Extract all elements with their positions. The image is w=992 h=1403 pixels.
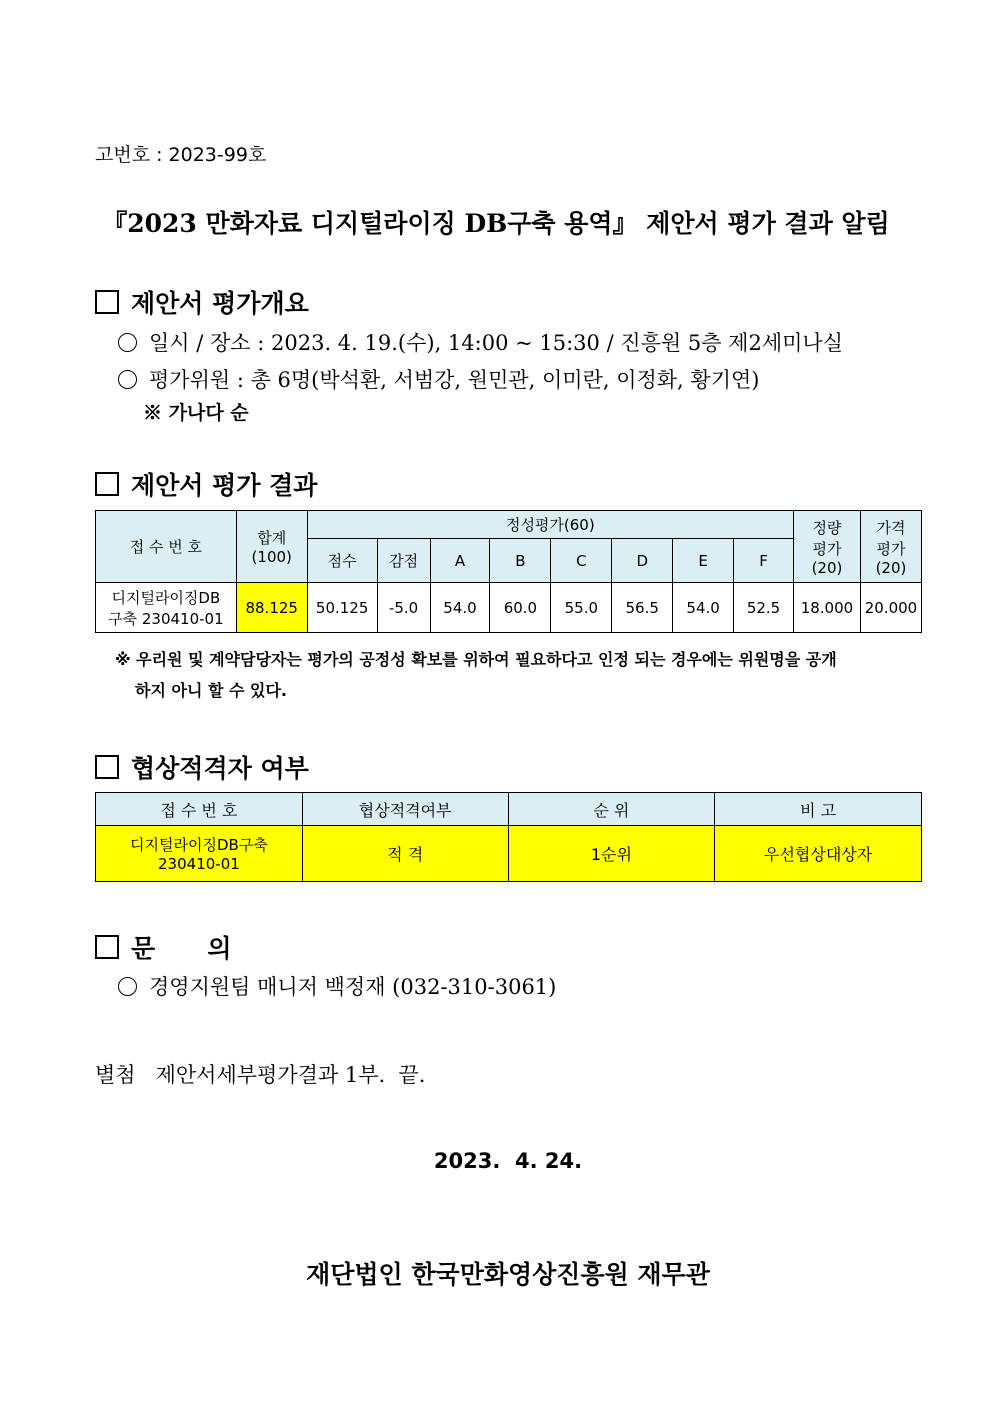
section-inquiry-heading: 문 의: [95, 929, 232, 965]
order-note: ※ 가나다 순: [143, 402, 249, 424]
circle-bullet-icon: [118, 370, 137, 389]
header-price: 가격 평가 (20): [860, 511, 921, 583]
cell-b: 60.0: [490, 583, 551, 633]
checkbox-square-icon: [95, 755, 119, 779]
header-eligibility: 협상적격여부: [302, 793, 508, 826]
header-f: F: [734, 539, 794, 583]
cell-deduction: -5.0: [377, 583, 430, 633]
header-a: A: [430, 539, 490, 583]
section-overview-heading: 제안서 평가개요: [95, 284, 309, 320]
eligibility-table: [95, 792, 922, 882]
cell-receipt: 디지털라이징DB구축 230410-01: [96, 826, 303, 882]
header-receipt: 접 수 번 호: [96, 793, 303, 826]
header-total: 합계 (100): [236, 511, 307, 583]
document-number: 고번호 : 2023-99호: [95, 144, 267, 166]
issuer-name: 재단법인 한국만화영상진흥원 재무관: [306, 1260, 710, 1289]
cell-price: 20.000: [860, 583, 921, 633]
cell-d: 56.5: [612, 583, 673, 633]
disclosure-note-line1: ※ 우리원 및 계약담당자는 평가의 공정성 확보를 위하여 필요하다고 인정 되는 경우에는 위원명을 공개: [115, 650, 837, 669]
schedule-line: 일시 / 장소 : 2023. 4. 19.(수), 14:00 ~ 15:30 / 진흥원 5층 제2세미나실: [118, 327, 843, 357]
cell-receipt: 디지털라이징DB 구축 230410-01: [96, 583, 237, 633]
circle-bullet-icon: [118, 333, 137, 352]
issue-date: 2023. 4. 24.: [433, 1149, 583, 1173]
contact-line: 경영지원팀 매니저 백정재 (032-310-3061): [118, 971, 556, 1001]
cell-f: 52.5: [734, 583, 794, 633]
header-quantitative: 정량 평가 (20): [793, 511, 860, 583]
attachment-line: 별첨 제안서세부평가결과 1부. 끝.: [95, 1063, 426, 1087]
cell-total: 88.125: [236, 583, 307, 633]
header-rank: 순 위: [508, 793, 715, 826]
header-d: D: [612, 539, 673, 583]
checkbox-square-icon: [95, 290, 119, 314]
disclosure-note-line2: 하지 아니 할 수 있다.: [135, 681, 288, 700]
cell-rank: 1순위: [508, 826, 715, 882]
header-receipt: 접 수 번 호: [96, 511, 237, 583]
cell-c: 55.0: [551, 583, 612, 633]
header-c: C: [551, 539, 612, 583]
table-row: [96, 826, 922, 882]
header-qualitative: 정성평가(60): [307, 511, 793, 539]
cell-quantitative: 18.000: [793, 583, 860, 633]
header-e: E: [673, 539, 734, 583]
cell-a: 54.0: [430, 583, 490, 633]
cell-score: 50.125: [307, 583, 377, 633]
checkbox-square-icon: [95, 935, 119, 959]
circle-bullet-icon: [118, 977, 137, 996]
section-eligibility-heading: 협상적격자 여부: [95, 749, 309, 785]
cell-remarks: 우선협상대상자: [715, 826, 922, 882]
page-title: 『2023 만화자료 디지털라이징 DB구축 용역』 제안서 평가 결과 알림: [102, 209, 890, 238]
header-deduction: 감점: [377, 539, 430, 583]
cell-eligibility: 적 격: [302, 826, 508, 882]
table-row: [96, 583, 922, 633]
section-result-heading: 제안서 평가 결과: [95, 466, 317, 502]
header-score: 점수: [307, 539, 377, 583]
header-b: B: [490, 539, 551, 583]
header-remarks: 비 고: [715, 793, 922, 826]
evaluators-line: 평가위원 : 총 6명(박석환, 서범강, 원민관, 이미란, 이정화, 황기연): [118, 364, 759, 394]
evaluation-result-table: [95, 510, 922, 633]
checkbox-square-icon: [95, 472, 119, 496]
cell-e: 54.0: [673, 583, 734, 633]
